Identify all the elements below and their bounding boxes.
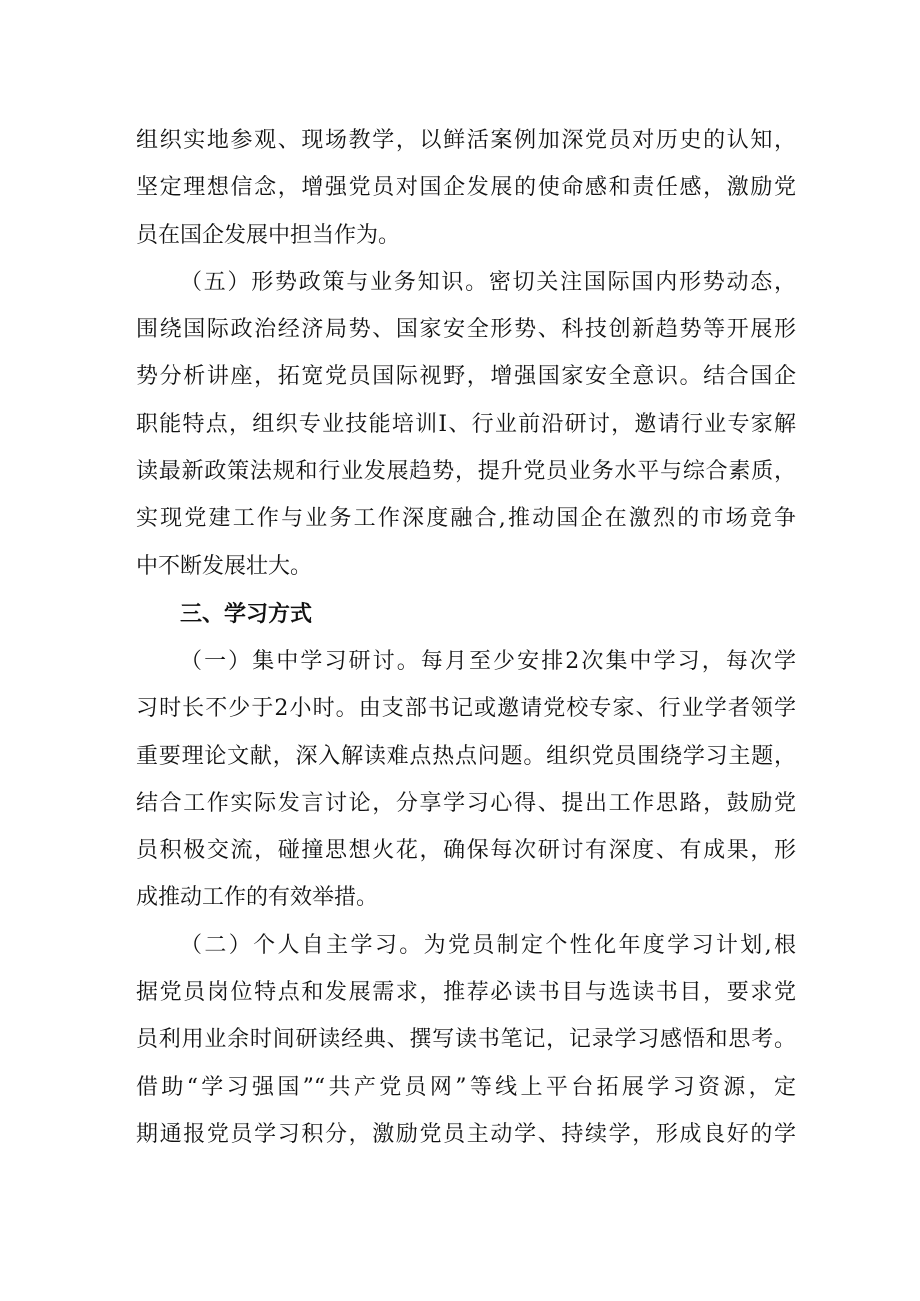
text-line: 重要理论文献，深入解读难点热点问题。组织党员围绕学习主题， [136, 743, 796, 769]
text-line: 员在国企发展中担当作为。 [136, 222, 401, 248]
text-line: 结合工作实际发言讨论，分享学习心得、提出工作思路，鼓励党 [136, 790, 796, 816]
text-line: 员积极交流，碰撞思想火花，确保每次研讨有深度、有成果，形 [136, 838, 796, 864]
text-line: 读最新政策法规和行业发展趋势，提升党员业务水平与综合素质， [136, 459, 796, 485]
section-heading: 三、学习方式 [180, 600, 313, 627]
paragraph-centralized-study [136, 638, 796, 922]
paragraph-self-study [136, 922, 796, 1158]
text-line: 势分析讲座，拓宽党员国际视野，增强国家安全意识。结合国企 [136, 364, 796, 390]
text-line: （二）个人自主学习。为党员制定个性化年度学习计划,根 [180, 932, 796, 958]
text-line: 职能特点，组织专业技能培训I、行业前沿研讨，邀请行业专家解 [136, 411, 796, 437]
document-body [136, 117, 796, 1158]
text-line: 习时长不少于2小时。由支部书记或邀请党校专家、行业学者领学 [136, 696, 796, 722]
text-line: 坚定理想信念，增强党员对国企发展的使命感和责任感，激励党 [136, 175, 796, 201]
text-line: 中不断发展壮大。 [136, 553, 313, 579]
text-line: 据党员岗位特点和发展需求，推荐必读书目与选读书目，要求党 [136, 980, 796, 1006]
text-line: 借助“学习强国”“共产党员网”等线上平台拓展学习资源，定 [136, 1074, 796, 1100]
text-line: 成推动工作的有效举措。 [136, 885, 379, 911]
text-line: 实现党建工作与业务工作深度融合,推动国企在激烈的市场竞争 [136, 506, 796, 532]
paragraph-policy-and-business-knowledge [136, 259, 796, 590]
text-line: （一）集中学习研讨。每月至少安排2次集中学习，每次学 [180, 648, 796, 674]
text-line: 期通报党员学习积分，激励党员主动学、持续学，形成良好的学 [136, 1121, 796, 1147]
text-line: 组织实地参观、现场教学，以鲜活案例加深党员对历史的认知， [136, 128, 796, 153]
text-line: 员利用业余时间研读经典、撰写读书笔记，记录学习感悟和思考。 [136, 1027, 796, 1053]
text-line: 围绕国际政治经济局势、国家安全形势、科技创新趋势等开展形 [136, 317, 796, 343]
text-line: （五）形势政策与业务知识。密切关注国际国内形势动态， [180, 269, 796, 295]
paragraph-continuation [136, 117, 796, 259]
